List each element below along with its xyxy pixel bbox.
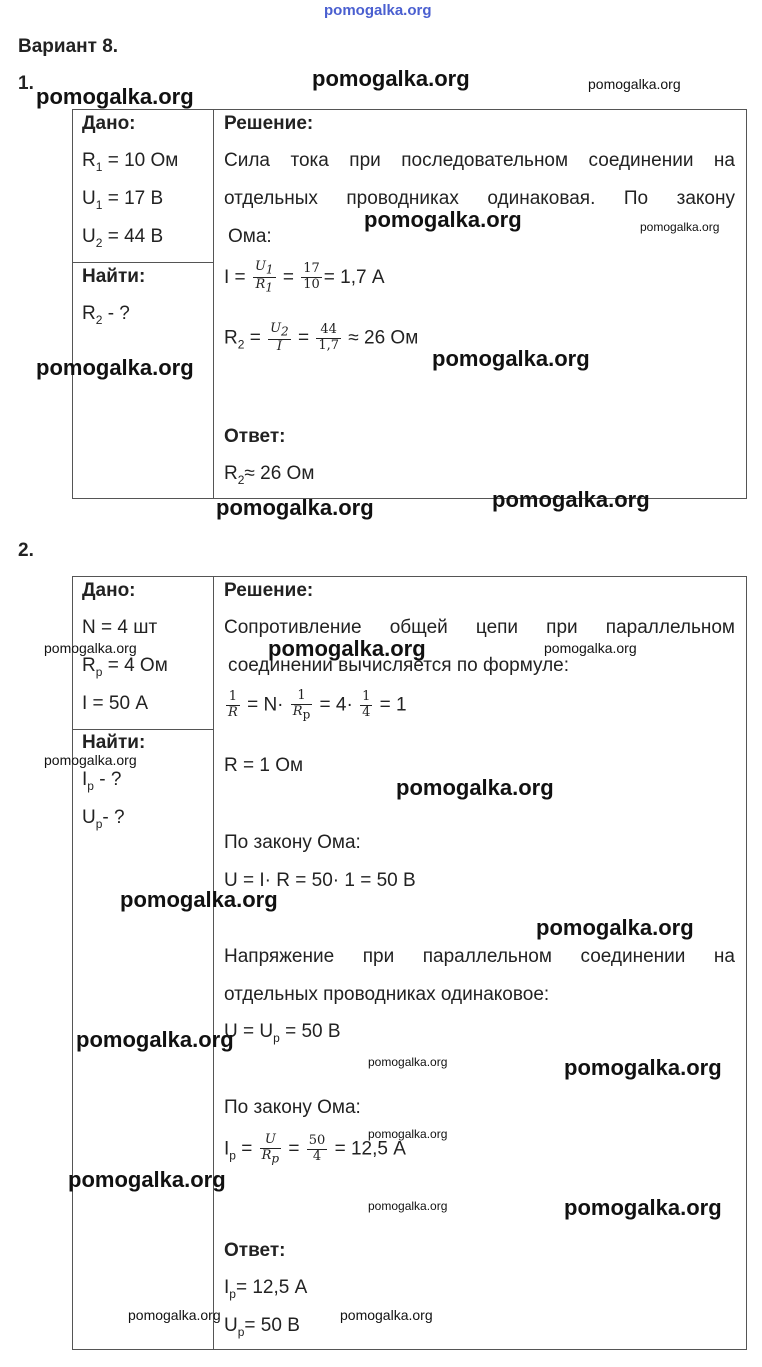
problem-1-given-u2: $U_2 = 44$ В	[82, 226, 164, 250]
problem-1-text-line-1: Сила тока при последовательном соединении на	[224, 150, 735, 171]
watermark: pomogalka.org	[564, 1055, 722, 1080]
problem-2-u-calc: U = I· R = 50· 1 = 50 В	[224, 870, 416, 891]
watermark: pomogalka.org	[324, 2, 432, 19]
watermark: pomogalka.org	[44, 640, 137, 656]
problem-2-r-result: R = 1 Ом	[224, 755, 304, 776]
problem-1-formula-current: I = $\frac{U_1}{R_1}$ = $\frac{17}{10}$ = 1,7 А	[224, 259, 385, 295]
watermark: pomogalka.org	[368, 1127, 448, 1141]
watermark: pomogalka.org	[76, 1027, 234, 1052]
watermark: pomogalka.org	[368, 1055, 448, 1069]
problem-2-formula-ip: $I_р$ = $\frac{U}{R_р}$ = $\frac{50}{4}$ = 12,5 А	[224, 1132, 406, 1166]
problem-2-given-rp: $R_р = 4$ Ом	[82, 655, 168, 679]
watermark: pomogalka.org	[368, 1199, 448, 1213]
problem-1-given-separator	[72, 262, 214, 263]
problem-1-find-r2: $R_2$ - ?	[82, 303, 130, 327]
watermark: pomogalka.org	[364, 207, 522, 232]
problem-2-number: 2.	[18, 540, 34, 561]
watermark: pomogalka.org	[492, 487, 650, 512]
watermark: pomogalka.org	[44, 752, 137, 768]
watermark: pomogalka.org	[536, 915, 694, 940]
watermark: pomogalka.org	[544, 640, 637, 656]
problem-2-answer-up: $U_р= 50$ В	[224, 1315, 300, 1339]
watermark: pomogalka.org	[340, 1307, 433, 1323]
problem-2-given-separator	[72, 729, 214, 730]
problem-2-given-i: I = 50 А	[82, 693, 149, 714]
problem-2-solution-header: Решение:	[224, 580, 314, 601]
watermark: pomogalka.org	[588, 76, 681, 92]
variant-title: Вариант 8.	[18, 36, 119, 57]
problem-2-find-up: $U_р-$ ?	[82, 807, 125, 831]
problem-2-find-header: Найти:	[82, 732, 146, 753]
problem-1-text-line-3: Ома:	[228, 226, 272, 247]
problem-2-ohm-law-2: По закону Ома:	[224, 1097, 361, 1118]
problem-2-text1-line-1: Сопротивление общей цепи при параллельном	[224, 617, 735, 638]
watermark: pomogalka.org	[36, 84, 194, 109]
watermark: pomogalka.org	[312, 66, 470, 91]
problem-2-u-equal: $U = U_р = 50$ В	[224, 1021, 341, 1045]
watermark: pomogalka.org	[36, 355, 194, 380]
problem-1-given-u1: $U_1 = 17$ В	[82, 188, 164, 212]
problem-2-text1-line-2: соединении вычисляется по формуле:	[228, 655, 570, 676]
watermark: pomogalka.org	[268, 636, 426, 661]
problem-1-solution-header: Решение:	[224, 113, 314, 134]
problem-1-find-header: Найти:	[82, 266, 146, 287]
problem-2-divider	[213, 576, 214, 1350]
problem-1-answer-header: Ответ:	[224, 426, 286, 447]
watermark: pomogalka.org	[128, 1307, 221, 1323]
problem-2-answer-ip: $I_р= 12,5$ А	[224, 1277, 308, 1301]
problem-1-given-header: Дано:	[82, 113, 136, 134]
problem-2-ohm-law-1: По закону Ома:	[224, 832, 361, 853]
watermark: pomogalka.org	[396, 775, 554, 800]
problem-1-formula-resistance: $R_2$ = $\frac{U_2}{I}$ = $\frac{44}{1,7}$ ≈ 26 Ом	[224, 321, 419, 355]
problem-2-text2-line-1: Напряжение при параллельном соединении на	[224, 946, 735, 967]
problem-1-number: 1.	[18, 73, 34, 94]
problem-1-given-r1: $R_1 = 10$ Ом	[82, 150, 179, 174]
problem-2-text2-line-2: отдельных проводниках одинаковое:	[224, 984, 550, 1005]
problem-1-answer: $R_2\approx 26$ Ом	[224, 463, 315, 487]
watermark: pomogalka.org	[120, 887, 278, 912]
watermark: pomogalka.org	[564, 1195, 722, 1220]
watermark: pomogalka.org	[216, 495, 374, 520]
problem-2-formula-parallel: $\frac{1}{R}$ = N· $\frac{1}{R_р}$ = 4· $\frac{1}{4}$ = 1	[228, 688, 407, 722]
problem-2-given-header: Дано:	[82, 580, 136, 601]
problem-2-answer-header: Ответ:	[224, 1240, 286, 1261]
problem-2-find-ip: $I_р$ - ?	[82, 769, 122, 793]
watermark: pomogalka.org	[432, 346, 590, 371]
watermark: pomogalka.org	[640, 220, 720, 234]
problem-2-given-n: N = 4 шт	[82, 617, 158, 638]
problem-1-divider	[213, 109, 214, 499]
watermark: pomogalka.org	[68, 1167, 226, 1192]
problem-1-text-line-2: отдельных проводниках одинаковая. По закону	[224, 188, 735, 209]
